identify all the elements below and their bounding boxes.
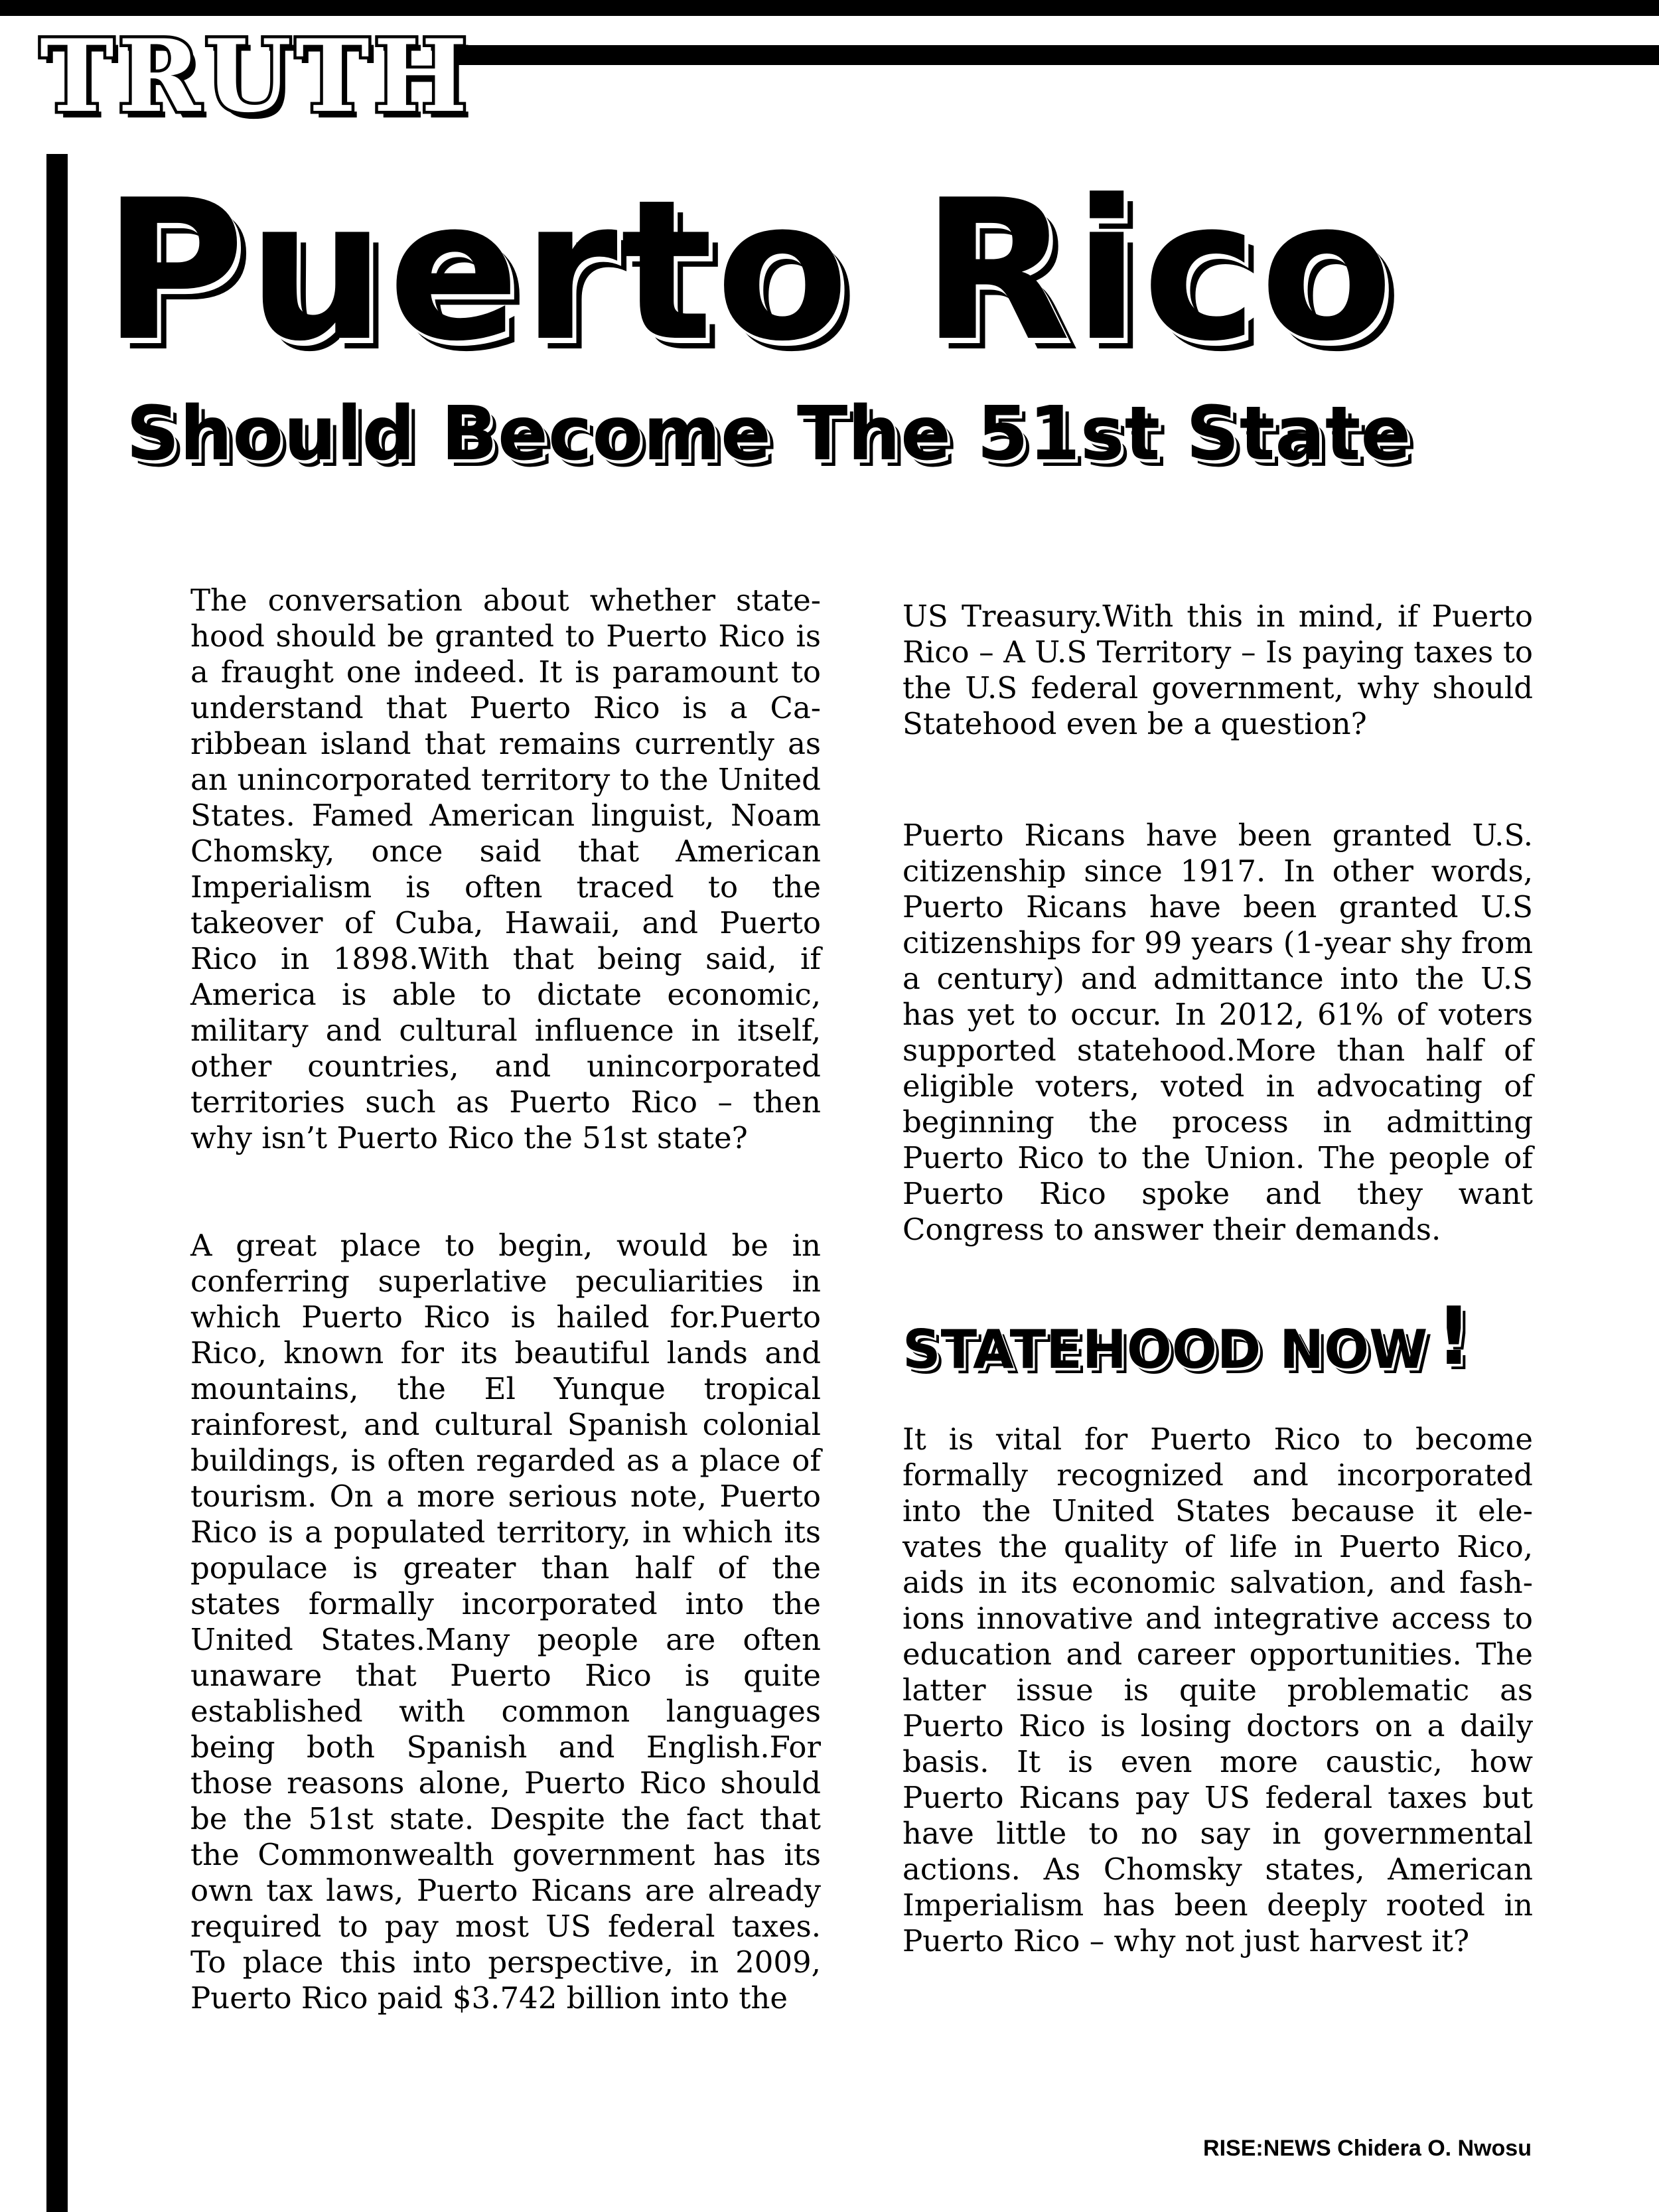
- paragraph-treasury: US Treasury.With this in mind, if Puerto Rico – A U.S Territory – Is paying taxes to the U.S federal government, why should Statehood even be a question?: [902, 599, 1533, 741]
- kicker-rule: [445, 45, 1659, 65]
- section-heading-text: STATEHOOD NOW: [902, 1319, 1428, 1380]
- article-right-column: [902, 599, 1533, 1248]
- left-rule: [46, 154, 68, 2212]
- headline: Puerto Rico: [103, 158, 1396, 384]
- byline: RISE:NEWS Chidera O. Nwosu: [1203, 2136, 1532, 2161]
- section-heading: [902, 1291, 1540, 1383]
- paragraph-intro: The conversation about whether statehood should be granted to Puerto Rico is a fraught one indeed. It is paramount to understand that Puerto Rico is a Caribbean island that remains currently as an unincorporated territory to the United States. Famed American linguist, Noam Chomsky, once said that American Imperialism is often traced to the takeover of Cuba, Hawaii, and Puerto Rico in 1898.With that being said, if America is able to dictate economic, military and cultural influence in itself, other countries, and unincorporated territories such as Puerto Rico – then why isn’t Puerto Rico the 51st state?: [190, 583, 821, 1155]
- article-left-column: [190, 583, 821, 2016]
- article-closing-column: [902, 1422, 1533, 1959]
- section-kicker: TRUTH: [40, 18, 472, 135]
- paragraph-closing: It is vital for Puerto Rico to become formally recognized and incorporated into the United States because it elevates the quality of life in Puerto Rico, aids in its economic salvation, and fashions innovative and integrative access to education and career opportunities. The latter issue is quite problematic as Puerto Rico is losing doctors on a daily basis. It is even more caustic, how Puerto Ricans pay US federal taxes but have little to no say in governmental actions. As Chomsky states, American Imperialism has been deeply rooted in Puerto Rico – why not just harvest it?: [902, 1422, 1533, 1958]
- subheadline: Should Become The 51st State: [126, 391, 1411, 477]
- paragraph-citizenship: Puerto Ricans have been granted U.S. citizenship since 1917. In other words, Puerto Ricans have been granted U.S citizenships for 99 years (1-year shy from a century) and admittance into the U.S has yet to occur. In 2012, 61% of voters supported statehood.More than half of eligible voters, voted in advocating of beginning the process in admitting Puerto Rico to the Union. The people of Puerto Rico spoke and they want Congress to answer their demands.: [902, 818, 1533, 1247]
- exclamation-mark: !: [1435, 1291, 1473, 1383]
- paragraph-features: A great place to begin, would be in conferring superlative peculiarities in which Puerto Rico is hailed for.Puerto Rico, known for its beautiful lands and mountains, the El Yunque tropical rainforest, and cultural Spanish colonial buildings, is often regarded as a place of tourism. On a more serious note, Puerto Rico is a populated territory, in which its populace is greater than half of the states formally incorporated into the United States.Many people are often unaware that Puerto Rico is quite established with common languages being both Spanish and English.For those reasons alone, Puerto Rico should be the 51st state. Despite the fact that the Commonwealth government has its own tax laws, Puerto Ricans are already required to pay most US federal taxes. To place this into perspective, in 2009, Puerto Rico paid $3.742 billion into the: [190, 1228, 821, 2016]
- top-rule: [0, 0, 1659, 16]
